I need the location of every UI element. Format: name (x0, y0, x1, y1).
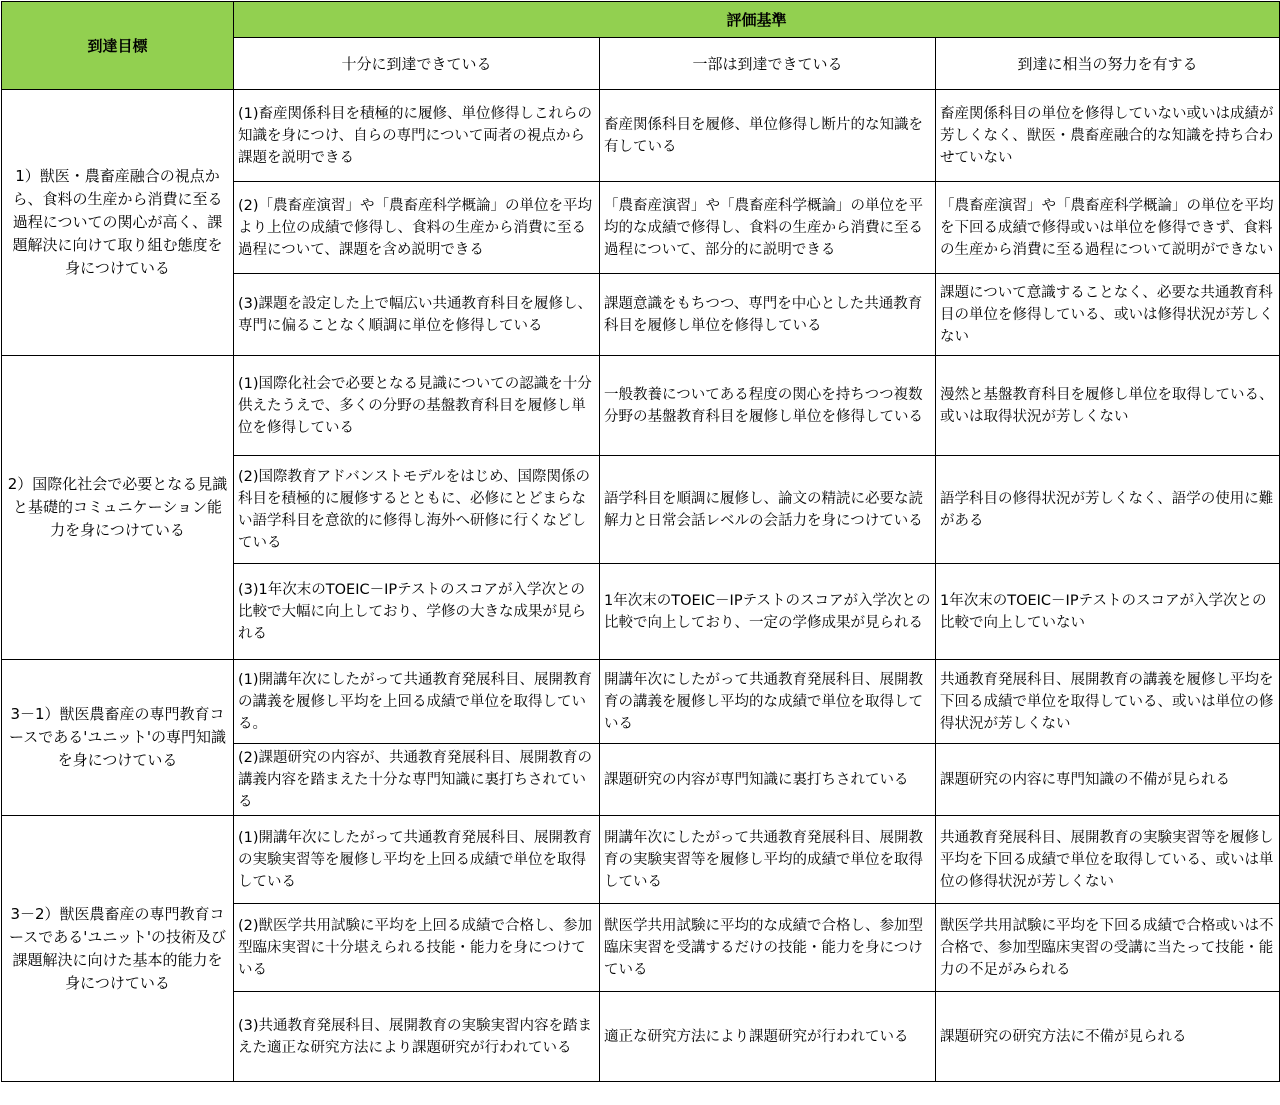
criteria-cell: 課題研究の内容が専門知識に裏打ちされている (600, 744, 936, 816)
criteria-cell: (2)獣医学共用試験に平均を上回る成績で合格し、参加型臨床実習に十分堪えられる技能・能力を身につけている (234, 904, 600, 992)
criteria-header: 評価基準 (234, 2, 1280, 38)
criteria-cell: 課題意識をもちつつ、専門を中心とした共通教育科目を履修し単位を修得している (600, 274, 936, 356)
table-row (2, 356, 1280, 456)
criteria-cell: 「農畜産演習」や「農畜産科学概論」の単位を平均を下回る成績で修得或いは単位を修得できず、食料の生産から消費に至る過程について説明ができない (936, 182, 1280, 274)
criteria-cell: 課題研究の研究方法に不備が見られる (936, 992, 1280, 1082)
criteria-cell: 1年次末のTOEIC－IPテストのスコアが入学次との比較で向上していない (936, 564, 1280, 660)
level-header-full: 十分に到達できている (234, 38, 600, 90)
criteria-cell: (2)「農畜産演習」や「農畜産科学概論」の単位を平均より上位の成績で修得し、食料の生産から消費に至る過程について、課題を含め説明できる (234, 182, 600, 274)
criteria-cell: 課題について意識することなく、必要な共通教育科目の単位を修得している、或いは修得状況が芳しくない (936, 274, 1280, 356)
criteria-cell: 語学科目を順調に履修し、論文の精読に必要な読解力と日常会話レベルの会話力を身につけている (600, 456, 936, 564)
criteria-cell: (1)畜産関係科目を積極的に履修、単位修得しこれらの知識を身につけ、自らの専門について両者の視点から課題を説明できる (234, 90, 600, 182)
criteria-cell: 獣医学共用試験に平均を下回る成績で合格或いは不合格で、参加型臨床実習の受講に当たって技能・能力の不足がみられる (936, 904, 1280, 992)
criteria-cell: 「農畜産演習」や「農畜産科学概論」の単位を平均的な成績で修得し、食料の生産から消費に至る過程について、部分的に説明できる (600, 182, 936, 274)
criteria-cell: (3)共通教育発展科目、展開教育の実験実習内容を踏まえた適正な研究方法により課題研究が行われている (234, 992, 600, 1082)
criteria-cell: 漫然と基盤教育科目を履修し単位を取得している、或いは取得状況が芳しくない (936, 356, 1280, 456)
level-header-effort: 到達に相当の努力を有する (936, 38, 1280, 90)
criteria-cell: (2)課題研究の内容が、共通教育発展科目、展開教育の講義内容を踏まえた十分な専門知識に裏打ちされている (234, 744, 600, 816)
criteria-cell: 共通教育発展科目、展開教育の実験実習等を履修し平均を下回る成績で単位を取得している、或いは単位の修得状況が芳しくない (936, 816, 1280, 904)
goal-3-1-cell: 3－1）獣医農畜産の専門教育コースである'ユニット'の専門知識を身につけている (2, 660, 234, 816)
criteria-cell: 開講年次にしたがって共通教育発展科目、展開教育の講義を履修し平均的な成績で単位を取得している (600, 660, 936, 744)
evaluation-rubric-table (1, 1, 1280, 1082)
table-row (2, 816, 1280, 904)
criteria-cell: 開講年次にしたがって共通教育発展科目、展開教育の実験実習等を履修し平均的成績で単位を取得している (600, 816, 936, 904)
goal-2-cell: 2）国際化社会で必要となる見識と基礎的コミュニケーション能力を身につけている (2, 356, 234, 660)
level-header-partial: 一部は到達できている (600, 38, 936, 90)
criteria-cell: 適正な研究方法により課題研究が行われている (600, 992, 936, 1082)
table-row (2, 90, 1280, 182)
criteria-cell: 1年次末のTOEIC－IPテストのスコアが入学次との比較で向上しており、一定の学修成果が見られる (600, 564, 936, 660)
criteria-cell: (3)課題を設定した上で幅広い共通教育科目を履修し、専門に偏ることなく順調に単位を修得している (234, 274, 600, 356)
criteria-cell: (3)1年次末のTOEIC－IPテストのスコアが入学次との比較で大幅に向上しており、学修の大きな成果が見られる (234, 564, 600, 660)
criteria-cell: 共通教育発展科目、展開教育の講義を履修し平均を下回る成績で単位を取得している、或いは単位の修得状況が芳しくない (936, 660, 1280, 744)
criteria-cell: 畜産関係科目の単位を修得していない或いは成績が芳しくなく、獣医・農畜産融合的な知識を持ち合わせていない (936, 90, 1280, 182)
criteria-cell: (2)国際教育アドバンストモデルをはじめ、国際関係の科目を積極的に履修するとともに、必修にとどまらない語学科目を意欲的に修得し海外へ研修に行くなどしている (234, 456, 600, 564)
table-row (2, 660, 1280, 744)
goal-header: 到達目標 (2, 2, 234, 90)
criteria-cell: 一般教養についてある程度の関心を持ちつつ複数分野の基盤教育科目を履修し単位を修得している (600, 356, 936, 456)
goal-3-2-cell: 3－2）獣医農畜産の専門教育コースである'ユニット'の技術及び課題解決に向けた基本的能力を身につけている (2, 816, 234, 1082)
criteria-cell: 獣医学共用試験に平均的な成績で合格し、参加型臨床実習を受講するだけの技能・能力を身につけている (600, 904, 936, 992)
criteria-cell: 課題研究の内容に専門知識の不備が見られる (936, 744, 1280, 816)
criteria-cell: 畜産関係科目を履修、単位修得し断片的な知識を有している (600, 90, 936, 182)
criteria-cell: (1)開講年次にしたがって共通教育発展科目、展開教育の実験実習等を履修し平均を上回る成績で単位を取得している (234, 816, 600, 904)
criteria-cell: 語学科目の修得状況が芳しくなく、語学の使用に難がある (936, 456, 1280, 564)
criteria-cell: (1)開講年次にしたがって共通教育発展科目、展開教育の講義を履修し平均を上回る成績で単位を取得している。 (234, 660, 600, 744)
goal-1-cell: 1）獣医・農畜産融合の視点から、食料の生産から消費に至る過程についての関心が高く、課題解決に向けて取り組む態度を身につけている (2, 90, 234, 356)
criteria-cell: (1)国際化社会で必要となる見識についての認識を十分供えたうえで、多くの分野の基盤教育科目を履修し単位を修得している (234, 356, 600, 456)
